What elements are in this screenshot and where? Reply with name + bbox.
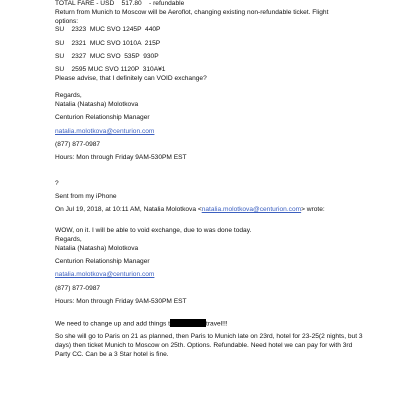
sent-from: Sent from my iPhone [55, 192, 117, 200]
signature-hours: Hours: Mon through Friday 9AM-530PM EST [55, 297, 187, 305]
signature-title: Centurion Relationship Manager [55, 257, 150, 265]
signature-name: Natalia (Natasha) Molotkova [55, 101, 139, 109]
change-request-end: travel!!! [206, 320, 228, 328]
change-request [55, 319, 392, 329]
question-mark: ? [55, 179, 59, 187]
intro-line-1: Return from Munich to Moscow will be Aeroflot, changing existing non-refundable ticket. Flight [55, 8, 329, 16]
signature-email-link[interactable]: natalia.molotkova@centurion.com [55, 127, 155, 135]
signature-name: Natalia (Natasha) Molotkova [55, 244, 139, 252]
flight-option: SU 2595 MUC SVO 1120P 310A¥1 [55, 66, 166, 74]
redaction-block [170, 319, 206, 327]
advise-question: Please advise, that I definitely can VOID exchange? [55, 75, 207, 83]
quote-prefix: On Jul 19, 2018, at 10:11 AM, Natalia Molotkova < [55, 206, 202, 214]
signature-hours: Hours: Mon through Friday 9AM-530PM EST [55, 154, 187, 162]
signature-email-link[interactable]: natalia.molotkova@centurion.com [55, 271, 155, 279]
quote-email-link[interactable]: natalia.molotkova@centurion.com [201, 206, 302, 214]
flight-option: SU 2321 MUC SVO 1010A 215P [55, 39, 161, 47]
flight-option: SU 2323 MUC SVO 1245P 440P [55, 26, 161, 34]
change-request-start: We need to change up and add things t [55, 320, 170, 328]
signature-regards: Regards, [55, 235, 82, 243]
flight-option: SU 2327 MUC SVO 535P 930P [55, 52, 159, 60]
quote-header [55, 206, 392, 215]
reply-body: WOW, on it. I will be able to void exchange, due to was done today. [55, 227, 252, 235]
signature-phone: (877) 877-0987 [55, 284, 101, 292]
intro-line-2: options: [55, 17, 79, 25]
quote-suffix: > wrote: [301, 206, 325, 214]
fare-header: TOTAL FARE - USD 517.80 - refundable [55, 0, 185, 7]
signature-title: Centurion Relationship Manager [55, 114, 150, 122]
plan-paragraph: So she will go to Paris on 21 as planned, then Paris to Munich late on 23rd, hotel for 23-25(2 nights, but 3 days) then ticket Munich to Moscow on 25th. Options. Refundable. Need hotel we can pay for with 3rd Party CC. Can be a 3 Star hotel is fine. [55, 333, 363, 359]
signature-regards: Regards, [55, 92, 82, 100]
signature-phone: (877) 877-0987 [55, 141, 101, 149]
